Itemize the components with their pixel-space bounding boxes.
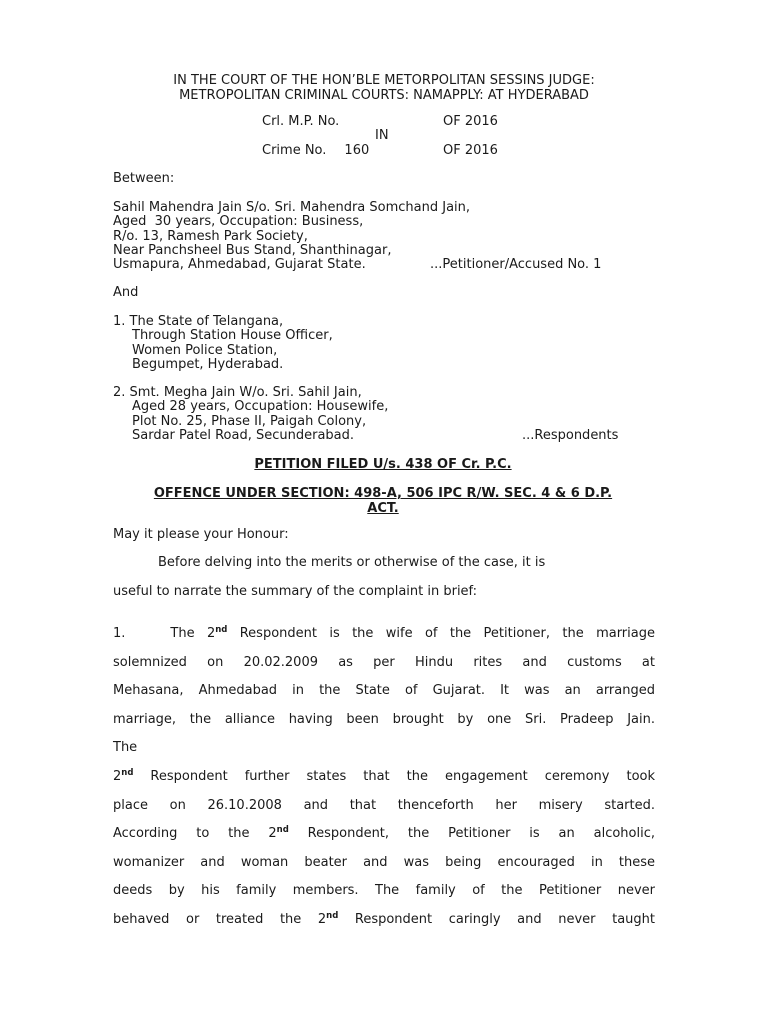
- petitioner-line: Near Panchsheel Bus Stand, Shanthinagar,: [113, 242, 392, 258]
- respondent-1-line: Through Station House Officer,: [132, 328, 333, 344]
- respondent-2-line: 2. Smt. Megha Jain W/o. Sri. Sahil Jain,: [113, 385, 362, 400]
- and-label: And: [113, 285, 139, 300]
- court-header-line-2: METROPOLITAN CRIMINAL COURTS: NAMAPPLY: AT HYDERABAD: [179, 88, 589, 103]
- paragraph-line: solemnized on 20.02.2009 as per Hindu rites and customs at: [113, 654, 655, 670]
- paragraph-1: [113, 620, 655, 935]
- salutation: May it please your Honour:: [113, 527, 289, 542]
- intro-line-2: useful to narrate the summary of the complaint in brief:: [113, 584, 478, 599]
- respondent-2-line: Sardar Patel Road, Secunderabad.: [132, 427, 355, 443]
- crl-mp-label: Crl. M.P. No.: [262, 114, 340, 129]
- petitioner-line: R/o. 13, Ramesh Park Society,: [113, 228, 308, 244]
- petitioner-role: ...Petitioner/Accused No. 1: [430, 257, 602, 272]
- petitioner-line: Sahil Mahendra Jain S/o. Sri. Mahendra Somchand Jain,: [113, 200, 471, 215]
- respondent-2-line: Aged 28 years, Occupation: Housewife,: [132, 399, 389, 415]
- paragraph-line: womanizer and woman beater and was being encouraged in these: [113, 854, 655, 870]
- offence-heading-line-1: OFFENCE UNDER SECTION: 498-A, 506 IPC R/W. SEC. 4 & 6 D.P.: [153, 486, 613, 501]
- paragraph-line: The: [113, 740, 138, 756]
- offence-heading-line-2: ACT.: [367, 501, 399, 516]
- paragraph-line: 2nd Respondent further states that the engagement ceremony took: [113, 767, 655, 784]
- court-header: [0, 73, 768, 103]
- respondent-1-line: Women Police Station,: [132, 342, 278, 358]
- respondent-1-block: [113, 315, 333, 372]
- respondent-1-line: Begumpet, Hyderabad.: [132, 356, 284, 372]
- paragraph-line: 1. The 2nd Respondent is the wife of the Petitioner, the marriage: [113, 625, 655, 641]
- paragraph-line: According to the 2nd Respondent, the Petitioner is an alcoholic,: [113, 825, 655, 842]
- respondent-2-line: Plot No. 25, Phase II, Paigah Colony,: [132, 413, 367, 429]
- petitioner-line: Aged 30 years, Occupation: Business,: [113, 214, 364, 230]
- in-label: IN: [375, 128, 389, 143]
- crl-mp-year: OF 2016: [443, 114, 498, 129]
- crime-year: OF 2016: [443, 143, 498, 158]
- paragraph-line: marriage, the alliance having been brought by one Sri. Pradeep Jain.: [113, 711, 655, 727]
- crime-no-label: Crime No. 160: [262, 143, 370, 158]
- paragraph-line: place on 26.10.2008 and that thenceforth her misery started.: [113, 797, 655, 813]
- paragraph-number: 1.: [113, 626, 126, 641]
- intro-line-1: Before delving into the merits or otherwise of the case, it is: [158, 555, 546, 570]
- court-header-line-1: IN THE COURT OF THE HON’BLE METORPOLITAN SESSINS JUDGE:: [173, 73, 595, 88]
- respondent-2-block: [113, 386, 388, 443]
- petition-heading: PETITION FILED U/s. 438 OF Cr. P.C.: [254, 457, 512, 472]
- respondent-1-line: 1. The State of Telangana,: [113, 314, 284, 329]
- petitioner-block: [113, 201, 470, 272]
- paragraph-line: behaved or treated the 2nd Respondent caringly and never taught: [113, 910, 655, 927]
- petitioner-line: Usmapura, Ahmedabad, Gujarat State.: [113, 257, 366, 273]
- crime-no-value: 160: [344, 143, 370, 158]
- between-label: Between:: [113, 171, 175, 186]
- respondents-role: ...Respondents: [522, 428, 619, 443]
- paragraph-line: Mehasana, Ahmedabad in the State of Gujarat. It was an arranged: [113, 683, 655, 699]
- paragraph-line: deeds by his family members. The family of the Petitioner never: [113, 883, 655, 899]
- offence-heading: [112, 486, 654, 516]
